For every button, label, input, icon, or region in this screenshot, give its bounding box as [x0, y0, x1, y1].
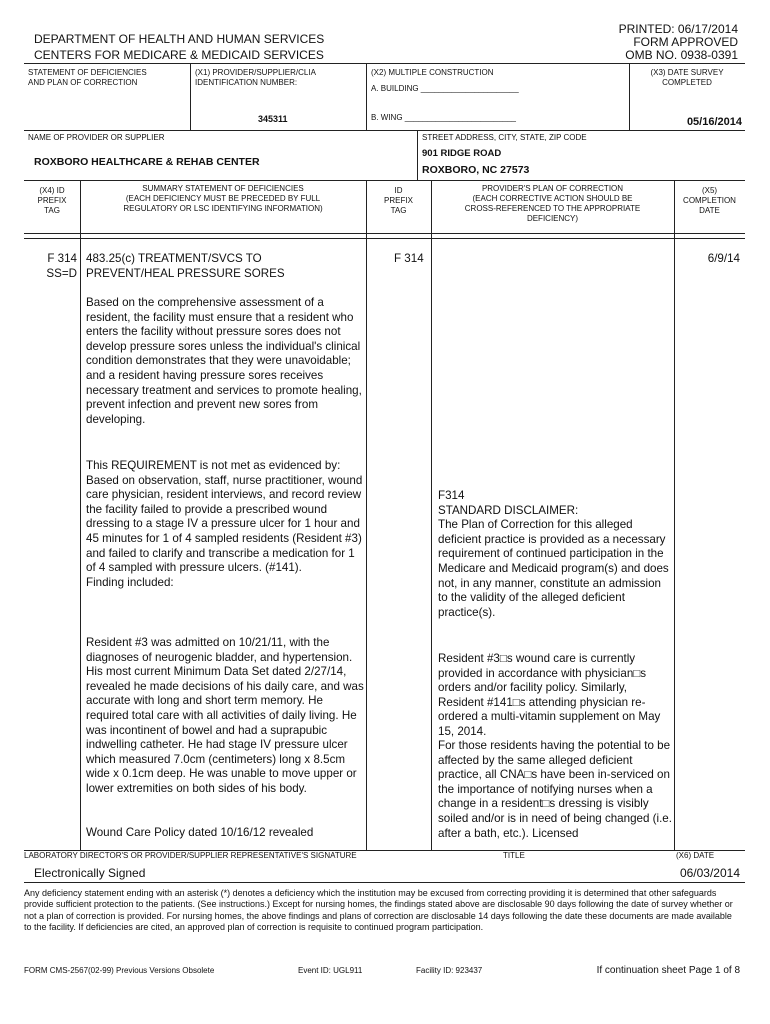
- building-field: A. BUILDING ______________________: [371, 84, 519, 93]
- column-header-rule: [24, 238, 745, 239]
- omb-number: OMB NO. 0938-0391: [625, 48, 738, 62]
- resident-3-finding: Resident #3 was admitted on 10/21/11, with the diagnoses of neurogenic bladder, and hypertension. His most current Minimum Data Set dated 2/27/14, revealed he made decisions of his daily care, and was accurate with long and short term memory. He required total care with all activities of daily living. He was incontinent of bowel and had a suprapubic indwelling catheter. He had stage IV pressure ulcer which measured 7.0cm (centimeters) long x 8.5cm wide x 0.1cm deep. He was unable to move upper or lower extremities on both sides of his body.: [86, 636, 364, 795]
- corrective-action-residents: Resident #3□s wound care is currently provided in accordance with physician□s orders and/or facility policy. Similarly, Resident #141□s attending physician re-ordered a multi-vitamin supplement on May 15, 2014.: [438, 652, 661, 738]
- form-approved: FORM APPROVED: [633, 35, 738, 49]
- form-number: FORM CMS-2567(02-99) Previous Versions Obsolete: [24, 966, 215, 975]
- street-address: 901 RIDGE ROAD: [422, 148, 502, 159]
- regulation-text: [86, 296, 364, 427]
- top-rule: [24, 63, 745, 64]
- deficiency-title-line2: PREVENT/HEAL PRESSURE SORES: [86, 267, 285, 280]
- corrective-action-staff: For those residents having the potential to be affected by the same alleged deficient practice, all CNA□s have been in-serviced on the importance of notifying nurses when a change in a resident□s dressing is visibly soiled and/or is in need of being changed (i.e. after a bath, etc.). Licensed: [438, 739, 672, 840]
- provider-name-label: NAME OF PROVIDER OR SUPPLIER: [28, 133, 165, 142]
- title-label: TITLE: [503, 851, 525, 860]
- date-label: (X6) DATE: [676, 851, 715, 860]
- summary-header: SUMMARY STATEMENT OF DEFICIENCIES (EACH DEFICIENCY MUST BE PRECEDED BY FULL REGULATORY OR LSC IDENTIFYING INFORMATION): [123, 184, 323, 213]
- divider: [190, 63, 191, 130]
- deficiency-disclaimer: Any deficiency statement ending with an asterisk (*) denotes a deficiency which the institution may be excused from correcting providing it is determined that other safeguards provide sufficient protection to the patients. (See instructions.) Except for nursing homes, the findings stated above are disclosable 90 days following the date of survey whether or not a plan of correction is provided. For nursing homes, the above findings and plans of correction are disclosable 14 days following the date these documents are made available to the facility. If deficiencies are cited, an approved plan of correction is requisite to continued program participation.: [24, 888, 733, 933]
- city-state-zip: ROXBORO, NC 27573: [422, 164, 530, 176]
- rule: [24, 130, 745, 131]
- facility-id: Facility ID: 923437: [416, 966, 483, 975]
- x2-label: (X2) MULTIPLE CONSTRUCTION: [371, 68, 494, 77]
- divider: [366, 63, 367, 130]
- signature-label: LABORATORY DIRECTOR'S OR PROVIDER/SUPPLIER REPRESENTATIVE'S SIGNATURE: [24, 851, 357, 860]
- x4-header: (X4) ID PREFIX TAG: [37, 186, 67, 215]
- regulation-paragraph: Based on the comprehensive assessment of a resident, the facility must ensure that a resident who enters the facility without pressure sores does not develop pressure sores unless the individual's clinical condition demonstrates that they were unavoidable; and a resident having pressure sores receives necessary treatment and services to promote healing, prevent infection and prevent new sores from developing.: [86, 296, 362, 426]
- column-divider: [366, 180, 367, 850]
- signature-value: Electronically Signed: [34, 866, 146, 880]
- event-id: Event ID: UGL911: [298, 966, 363, 975]
- rule: [24, 180, 745, 181]
- provider-name: ROXBORO HEALTHCARE & REHAB CENTER: [34, 156, 260, 168]
- column-header-rule: [24, 233, 745, 234]
- wing-field: B. WING _________________________: [371, 113, 517, 122]
- statement-label: STATEMENT OF DEFICIENCIES AND PLAN OF CORRECTION: [28, 68, 147, 87]
- provider-id: 345311: [258, 114, 288, 124]
- signature-date: 06/03/2014: [679, 866, 740, 880]
- plan-header: PROVIDER'S PLAN OF CORRECTION (EACH CORRECTIVE ACTION SHOULD BE CROSS-REFERENCED TO THE APPROPRIATE DEFICIENCY): [464, 184, 641, 223]
- divider: [417, 130, 418, 180]
- x1-label: (X1) PROVIDER/SUPPLIER/CLIA IDENTIFICATION NUMBER:: [195, 68, 316, 87]
- deficiency-title-line1: 483.25(c) TREATMENT/SVCS TO: [86, 252, 262, 265]
- column-divider: [80, 180, 81, 850]
- x5-header: (X5) COMPLETION DATE: [683, 186, 736, 215]
- survey-date: 05/16/2014: [686, 116, 742, 128]
- department-title-line1: DEPARTMENT OF HEALTH AND HUMAN SERVICES: [34, 32, 325, 46]
- finding-intro: This REQUIREMENT is not met as evidenced by: Based on observation, staff, nurse practitioner, wound care physician, resident interviews, and record review the facility failed to provide a prescribed wound dressing to a stage IV a pressure ulcer for 1 hour and 45 minutes for 1 of 4 sampled residents (Resident #3) and failed to clarify and transcribe a medication for 1 of 4 sampled with pressure ulcers. (#141). Finding included:: [86, 459, 363, 589]
- tag-right: F 314: [394, 252, 424, 265]
- wound-policy-line: Wound Care Policy dated 10/16/12 revealed: [86, 826, 314, 839]
- tag-left: F 314: [47, 252, 77, 265]
- x3-label: (X3) DATE SURVEY COMPLETED: [650, 68, 724, 87]
- printed-date: PRINTED: 06/17/2014: [618, 22, 738, 36]
- severity-scope: SS=D: [46, 267, 77, 280]
- completion-date: 6/9/14: [707, 252, 740, 265]
- column-divider: [674, 180, 675, 850]
- id-prefix-header: ID PREFIX TAG: [384, 186, 413, 215]
- address-label: STREET ADDRESS, CITY, STATE, ZIP CODE: [422, 133, 587, 142]
- column-divider: [431, 180, 432, 850]
- page-continuation: If continuation sheet Page 1 of 8: [596, 965, 740, 976]
- standard-disclaimer: F314 STANDARD DISCLAIMER: The Plan of Correction for this alleged deficient practice is provided as a necessary requirement of continued participation in the Medicare and Medicaid program(s) and does not, in any manner, constitute an admission to the validity of the alleged deficient practice(s).: [438, 489, 669, 619]
- footer-rule: [24, 882, 745, 883]
- department-title-line2: CENTERS FOR MEDICARE & MEDICAID SERVICES: [34, 48, 324, 62]
